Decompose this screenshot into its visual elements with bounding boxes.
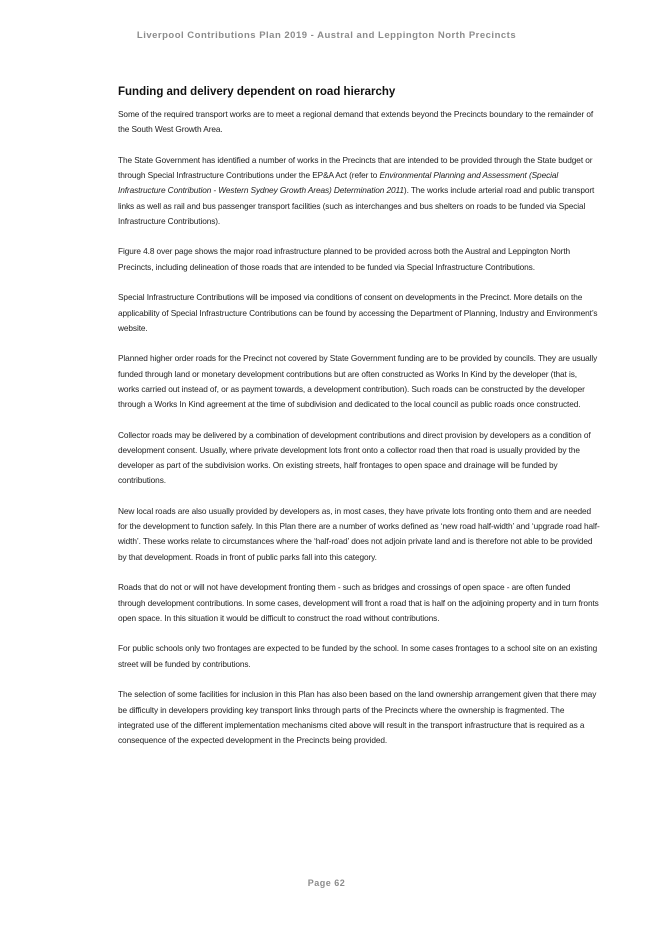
paragraph-higher-order-roads: Planned higher order roads for the Precinct not covered by State Government funding are to be provided by councils. They are usually funded through land or monetary development contributions but are often constructed as Works In Kind by the developer (that is, works carried out instead of, or as payment towards, a development contribution). Such roads can be constructed by the developer through a Works In Kind agreement at the time of subdivision and dedicated to the local council as public roads once constructed. — [118, 353, 598, 410]
determination-title: Environmental Planning and Assessment (Special Infrastructure Contribution - Western Sydney Growth Areas) Determination 2011 — [118, 170, 559, 196]
paragraph-state-government-works — [118, 153, 600, 229]
paragraph-figure-reference: Figure 4.8 over page shows the major road infrastructure planned to be provided across both the Austral and Leppington North Precincts, including delineation of those roads that are intended to be funded via Special Infrastructure Contributions. — [118, 246, 571, 272]
paragraph-public-schools: For public schools only two frontages are expected to be funded by the school. In some cases frontages to a school site on an existing street will be funded by contributions. — [118, 643, 598, 669]
paragraph-sic-conditions: Special Infrastructure Contributions will be imposed via conditions of consent on developments in the Precinct. More details on the applicability of Special Infrastructure Contributions can be found by accessing the Department of Planning, Industry and Environment’s website. — [118, 292, 598, 333]
paragraph-bridges-crossings: Roads that do not or will not have development fronting them - such as bridges and crossings of open space - are often funded through development contributions. In some cases, development will front a road that is half on the adjoining property and in turn fronts open space. In this situation it would be difficult to construct the road without contributions. — [118, 582, 599, 623]
page-content — [118, 86, 600, 764]
section-heading: Funding and delivery dependent on road hierarchy — [118, 86, 396, 98]
paragraph-regional-demand: Some of the required transport works are to meet a regional demand that extends beyond the Precincts boundary to the remainder of the South West Growth Area. — [118, 109, 594, 135]
paragraph-land-ownership: The selection of some facilities for inclusion in this Plan has also been based on the land ownership arrangement given that there may be difficulty in developers providing key transport links through parts of the Precincts where the ownership is fragmented. The integrated use of the different implementation mechanisms cited above will result in the transport infrastructure that is required as a consequence of the expected development in the Precincts being provided. — [118, 689, 597, 745]
paragraph-local-roads: New local roads are also usually provided by developers as, in most cases, they have private lots fronting onto them and are needed for the development to function safely. In this Plan there are a number of works defined as ‘new road half-width’ and ‘upgrade road half-width’. These works relate to circumstances where the ‘half-road’ does not adjoin private land and is therefore not able to be provided by that development. Roads in front of public parks fall into this category. — [118, 506, 600, 562]
paragraph-collector-roads: Collector roads may be delivered by a combination of development contributions and direct provision by developers as a condition of development consent. Usually, where private development lots front onto a collector road then that road is usually provided by the developer as part of the subdivision works. On existing streets, half frontages to open space and drainage will be funded by contributions. — [118, 429, 591, 486]
paragraph-text: The State Government has identified a number of works in the Precincts that are intended to be provided through the State budget or through Special Infrastructure Contributions under the EP&A Act (refer to — [118, 154, 593, 181]
paragraph-text: ). The works include arterial road and public transport links as well as rail and bus passenger transport facilities (such as interchanges and bus shelters on roads to be funded via Special Infrastructure Contributions). — [118, 185, 595, 226]
running-header: Liverpool Contributions Plan 2019 - Austral and Leppington North Precincts — [136, 30, 517, 41]
page-number: Page 62 — [307, 878, 346, 888]
